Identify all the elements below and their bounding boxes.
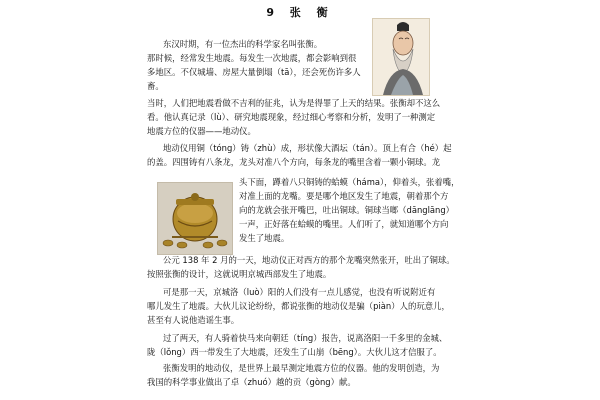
- paragraph-2-line-2: 看。他认真记录（lù）、研究地震现象，经过细心考察和分析，发明了一种测定: [147, 112, 436, 122]
- paragraph-3-wrap-line-4: 一声，正好落在蛤蟆的嘴里。人们听了，就知道哪个方向: [239, 219, 449, 229]
- paragraph-3-wrap-line-5: 发生了地震。: [239, 233, 290, 243]
- paragraph-6-line-4: 我国的科学事业做出了卓（zhuó）越的贡（gòng）献。: [147, 377, 356, 387]
- lesson-title: 9 张 衡: [266, 6, 334, 19]
- paragraph-1-line-4: 畜。: [147, 81, 164, 91]
- paragraph-1-line-2: 那时候，经常发生地震。每发生一次地震，都会影响到很: [147, 53, 357, 63]
- zhang-heng-portrait-drawing: [373, 19, 429, 95]
- paragraph-5-line-3: 甚至有人说他造谣生事。: [147, 315, 240, 325]
- paragraph-4-line-2: 按照张衡的设计，这就说明京城西部发生了地震。: [147, 269, 332, 279]
- paragraph-3-wrap-line-2: 对准上面的龙嘴。要是哪个地区发生了地震，朝着那个方: [239, 191, 449, 201]
- paragraph-3-wrap-line-1: 头下面，蹲着八只铜铸的蛤蟆（háma），仰着头，张着嘴，: [239, 177, 460, 187]
- paragraph-1-line-3: 多地区。不仅城墙、房屋大量倒塌（tā），还会死伤许多人: [147, 67, 361, 77]
- seismograph-drawing: [158, 183, 232, 254]
- paragraph-3-line-1: 地动仪用铜（tóng）铸（zhù）成，形状像大酒坛（tán）。顶上有合（hé）起: [163, 143, 452, 153]
- seismograph-illustration: [157, 182, 233, 255]
- paragraph-5-line-2: 哪儿发生了地震。大伙儿议论纷纷，都说张衡的地动仪是骗（piàn）人的玩意儿，: [147, 301, 450, 311]
- paragraph-4-line-1: 公元 138 年 2 月的一天，地动仪正对西方的那个龙嘴突然张开，吐出了铜球。: [163, 255, 455, 265]
- paragraph-6-line-3: 张衡发明的地动仪，是世界上最早测定地震方位的仪器。他的发明创造，为: [163, 363, 440, 373]
- paragraph-5-line-1: 可是那一天，京城洛（luò）阳的人们没有一点儿感觉，也没有听说附近有: [163, 287, 436, 297]
- paragraph-6-line-2: 陇（lǒng）西一带发生了大地震，还发生了山崩（bēng）。大伙儿这才信服了。: [147, 347, 442, 357]
- paragraph-3-line-2: 的盖。四围铸有八条龙，龙头对准八个方向，每条龙的嘴里含着一颗小铜球。龙: [147, 157, 441, 167]
- paragraph-6-line-1: 过了两天，有人骑着快马来向朝廷（tíng）报告，说离洛阳一千多里的金城、: [163, 333, 448, 343]
- zhang-heng-portrait: [372, 18, 430, 96]
- paragraph-2-line-1: 当时，人们把地震看做不吉利的征兆，认为是得罪了上天的结果。张衡却不这么: [147, 98, 441, 108]
- paragraph-3-wrap-line-3: 向的龙就会张开嘴巴，吐出铜球。铜球当啷（dānglāng）: [239, 205, 455, 215]
- paragraph-1-line-1: 东汉时期，有一位杰出的科学家名叫张衡。: [163, 39, 323, 49]
- paragraph-2-line-3: 地震方位的仪器——地动仪。: [147, 126, 256, 136]
